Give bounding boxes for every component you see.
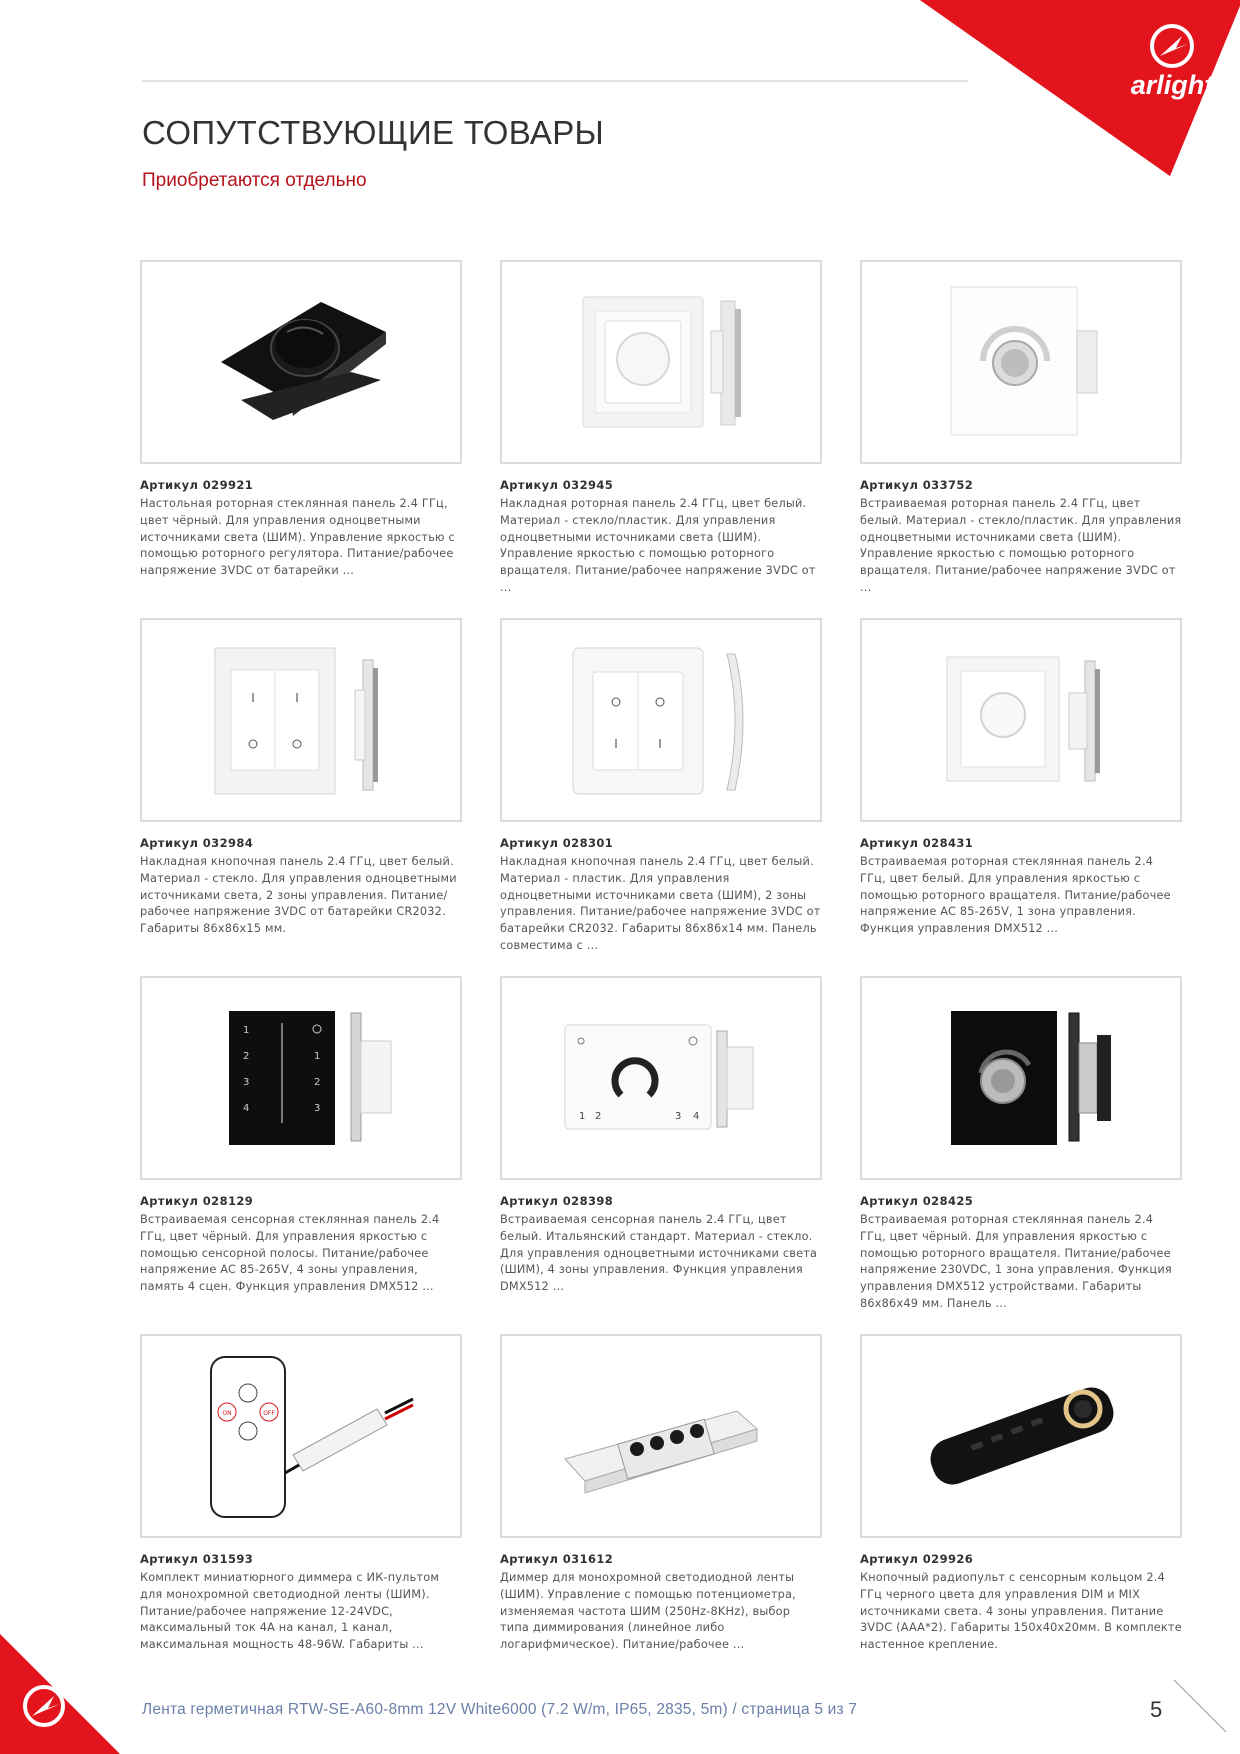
black-rotary-glass-panel-icon xyxy=(921,1003,1121,1153)
product-sku: Артикул 033752 xyxy=(860,478,974,492)
svg-text:ON: ON xyxy=(222,1410,232,1417)
product-description: Встраиваемая сенсорная стеклянная панель 2.4 ГГц, цвет чёрный. Для управления яркостью с помощью сенсорной полосы. Питание/рабочее напряжение AC 85-265V, 4 зоны управления, память 4 сцен. Функция управления DMX512 ... xyxy=(140,1213,440,1294)
product-description: Встраиваемая роторная панель 2.4 ГГц, цвет белый. Материал - стекло/пластик. Для управления одноцветными источниками света (ШИМ). Управление яркостью с помощью роторного вращателя. Питание/рабочее напряжение 3VDC от ... xyxy=(860,497,1182,594)
product-description: Накладная кнопочная панель 2.4 ГГц, цвет белый. Материал - стекло. Для управления одноцветными источниками света, 2 зоны управления. Питание/рабочее напряжение 3VDC от батарейки CR2032. Габариты 86x86x15 мм. xyxy=(140,855,457,936)
product-sku: Артикул 031612 xyxy=(500,1552,614,1566)
svg-text:3: 3 xyxy=(675,1111,682,1122)
svg-text:2: 2 xyxy=(314,1077,321,1088)
page-subtitle: Приобретаются отдельно xyxy=(142,170,367,191)
product-image xyxy=(500,976,822,1180)
product-description: Накладная кнопочная панель 2.4 ГГц, цвет белый. Материал - пластик. Для управления одноцветными источниками света (ШИМ), 2 зоны управления. Питание/рабочее напряжение 3VDC от батарейки CR2032. Габариты 86x86x14 мм. Панель совместима с ... xyxy=(500,855,821,952)
page-number: 5 xyxy=(1150,1697,1163,1722)
ir-remote-dimmer-kit-icon xyxy=(181,1351,421,1521)
product-image xyxy=(860,976,1182,1180)
svg-text:3: 3 xyxy=(314,1103,321,1114)
product-sku: Артикул 032945 xyxy=(500,478,614,492)
potentiometer-dimmer-icon xyxy=(541,1361,781,1511)
product-image xyxy=(860,260,1182,464)
product-sku: Артикул 029921 xyxy=(140,478,254,492)
product-sku: Артикул 032984 xyxy=(140,836,254,850)
svg-text:2: 2 xyxy=(595,1111,602,1122)
svg-text:4: 4 xyxy=(693,1111,700,1122)
white-rotary-glass-panel-icon xyxy=(921,645,1121,795)
product-image xyxy=(140,1334,462,1538)
page-title: СОПУТСТВУЮЩИЕ ТОВАРЫ xyxy=(142,114,605,151)
product-description: Кнопочный радиопульт с сенсорным кольцом 2.4 ГГц черного цвета для управления DIM и MIX источниками света. 4 зоны управления. Питание 3VDC (AAA*2). Габариты 150x40x20мм. В комплекте настенное крепление. xyxy=(860,1571,1182,1652)
product-sku: Артикул 028301 xyxy=(500,836,614,850)
white-rotary-flush-panel-icon xyxy=(921,277,1121,447)
svg-text:1: 1 xyxy=(579,1111,586,1122)
product-image xyxy=(140,260,462,464)
white-touch-ring-panel-icon xyxy=(551,1003,771,1153)
product-sku: Артикул 028425 xyxy=(860,1194,974,1208)
black-rotary-desk-panel-icon xyxy=(201,282,401,442)
product-description: Диммер для монохромной светодиодной ленты (ШИМ). Управление с помощью потенциометра, изменяемая частота ШИМ (250Hz-8KHz), выбор типа диммирования (линейное либо логарифмическое). Питание/рабочее ... xyxy=(500,1571,796,1652)
product-image xyxy=(860,1334,1182,1538)
brand-corner-bottom xyxy=(0,1594,120,1754)
brand-corner xyxy=(920,0,1240,180)
product-image xyxy=(500,1334,822,1538)
product-description: Встраиваемая сенсорная панель 2.4 ГГц, цвет белый. Итальянский стандарт. Материал - стекло. Для управления одноцветными источниками света (ШИМ), 4 зоны управления. Функция управления DMX512 ... xyxy=(500,1213,818,1294)
product-image xyxy=(140,618,462,822)
product-sku: Артикул 028129 xyxy=(140,1194,254,1208)
svg-text:3: 3 xyxy=(243,1077,250,1088)
black-touch-glass-panel-icon xyxy=(201,1003,401,1153)
svg-text:2: 2 xyxy=(243,1051,250,1062)
page-divider-line xyxy=(1170,1676,1230,1736)
product-sku: Артикул 029926 xyxy=(860,1552,974,1566)
svg-text:I: I xyxy=(251,691,255,705)
svg-text:1: 1 xyxy=(314,1051,321,1062)
product-sku: Артикул 028398 xyxy=(500,1194,614,1208)
product-description: Настольная роторная стеклянная панель 2.4 ГГц, цвет чёрный. Для управления одноцветными источниками света (ШИМ). Управление яркостью с помощью роторного регулятора. Питание/рабочее напряжение 3VDC от батарейки ... xyxy=(140,497,455,578)
footer-text: Лента герметичная RTW-SE-A60-8mm 12V White6000 (7.2 W/m, IP65, 2835, 5m) / страница 5 из 7 xyxy=(142,1701,858,1718)
svg-text:I: I xyxy=(295,691,299,705)
svg-text:4: 4 xyxy=(243,1103,250,1114)
product-sku: Артикул 031593 xyxy=(140,1552,254,1566)
product-description: Встраиваемая роторная стеклянная панель 2.4 ГГц, цвет белый. Для управления яркостью с помощью роторного вращателя. Питание/рабочее напряжение AC 85-265V, 1 зона управления. Функция управления DMX512 ... xyxy=(860,855,1171,936)
svg-text:OFF: OFF xyxy=(263,1410,275,1417)
product-image xyxy=(500,260,822,464)
brand-wordmark: arlight xyxy=(1130,70,1214,100)
svg-text:I: I xyxy=(614,737,618,751)
product-image xyxy=(860,618,1182,822)
white-plastic-button-panel-icon xyxy=(561,640,761,800)
black-touch-ring-remote-icon xyxy=(901,1361,1141,1511)
svg-text:I: I xyxy=(658,737,662,751)
product-image xyxy=(500,618,822,822)
product-description: Встраиваемая роторная стеклянная панель 2.4 ГГц, цвет чёрный. Для управления яркостью с помощью роторного вращателя. Питание/рабочее напряжение 230VDC, 1 зона управления. Функция управления DMX512 устройствами. Габариты 86x86x49 мм. Панель ... xyxy=(860,1213,1172,1310)
product-image xyxy=(140,976,462,1180)
top-rule xyxy=(142,80,968,82)
white-rotary-panel-icon xyxy=(561,287,761,437)
product-description: Комплект миниатюрного диммера с ИК-пультом для монохромной светодиодной ленты (ШИМ). Питание/рабочее напряжение 12-24VDC, максимальный ток 4А на канал, 1 канал, максимальная мощность 48-96W. Габариты ... xyxy=(140,1571,440,1652)
white-glass-button-panel-icon xyxy=(201,640,401,800)
svg-text:1: 1 xyxy=(243,1025,250,1036)
product-description: Накладная роторная панель 2.4 ГГц, цвет белый. Материал - стекло/пластик. Для управления одноцветными источниками света (ШИМ). Управление яркостью с помощью роторного вращателя. Питание/рабочее напряжение 3VDC от ... xyxy=(500,497,816,594)
product-sku: Артикул 028431 xyxy=(860,836,974,850)
